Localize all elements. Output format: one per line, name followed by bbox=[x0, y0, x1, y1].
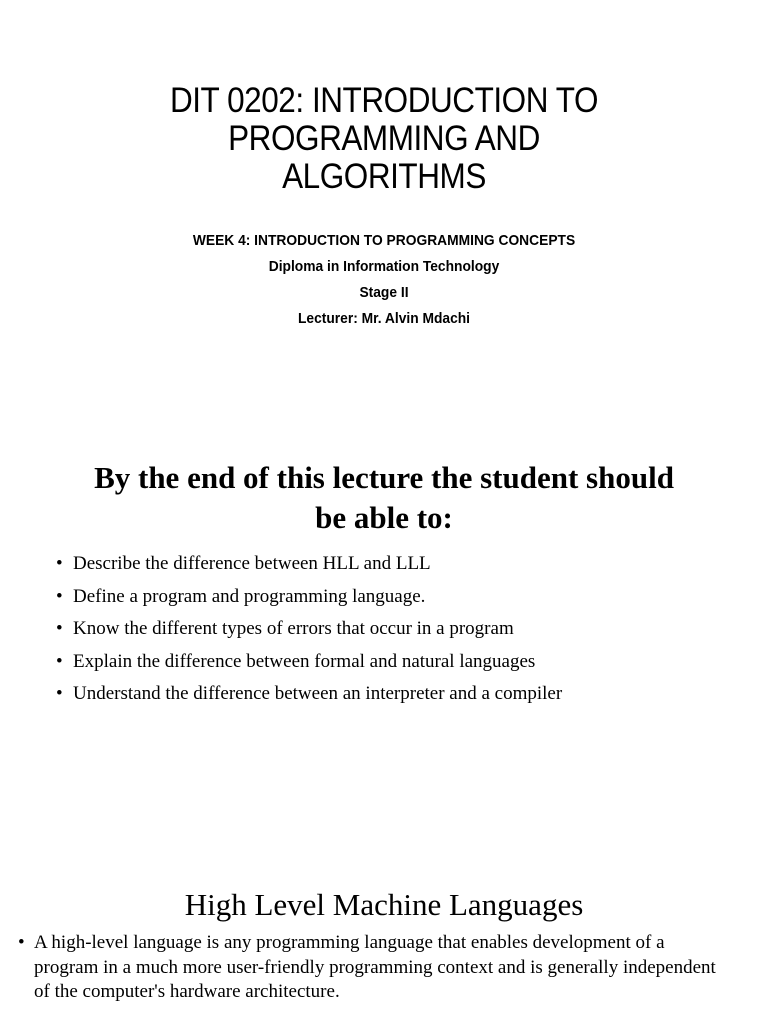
list-item bbox=[56, 581, 736, 614]
course-title-line: ALGORITHMS bbox=[282, 157, 486, 196]
title-slide bbox=[0, 0, 768, 340]
objectives-heading-line: By the end of this lecture the student should bbox=[94, 460, 674, 495]
objectives-list bbox=[56, 548, 736, 711]
objective-text: Describe the difference between HLL and LLL bbox=[73, 553, 431, 574]
course-title bbox=[92, 82, 675, 196]
bullet-icon: • bbox=[56, 553, 63, 574]
objective-text: Explain the difference between formal and natural languages bbox=[73, 650, 536, 672]
bullet-icon: • bbox=[56, 650, 63, 672]
bullet-icon: • bbox=[56, 683, 63, 704]
objective-text: Know the different types of errors that occur in a program bbox=[73, 618, 514, 639]
hll-slide bbox=[0, 860, 768, 1024]
program-label: Diploma in Information Technology bbox=[268, 258, 500, 275]
bullet-icon: • bbox=[56, 618, 63, 639]
bullet-icon: • bbox=[18, 932, 25, 953]
course-title-line: DIT 0202: INTRODUCTION TO bbox=[169, 81, 599, 120]
list-item bbox=[56, 548, 736, 581]
course-meta bbox=[86, 228, 682, 332]
objective-text: Define a program and programming language. bbox=[73, 585, 426, 607]
list-item bbox=[56, 678, 736, 711]
objectives-heading-line: be able to: bbox=[315, 500, 453, 535]
hll-paragraph bbox=[18, 931, 718, 1005]
objective-text: Understand the difference between an interpreter and a compiler bbox=[73, 683, 563, 704]
course-title-line: PROGRAMMING AND bbox=[228, 119, 540, 158]
stage-label: Stage II bbox=[359, 284, 409, 301]
bullet-icon: • bbox=[56, 585, 63, 607]
hll-heading: High Level Machine Languages bbox=[184, 887, 584, 922]
lecturer-label: Lecturer: Mr. Alvin Mdachi bbox=[297, 310, 471, 327]
objectives-slide bbox=[0, 340, 768, 860]
list-item bbox=[56, 646, 736, 679]
objectives-heading bbox=[40, 458, 728, 538]
list-item bbox=[56, 613, 736, 646]
week-label: WEEK 4: INTRODUCTION TO PROGRAMMING CONCEPTS bbox=[192, 232, 576, 249]
hll-paragraph-text: A high-level language is any programming language that enables development of a program in a much more user-friendly programming context and is generally independent of the computer's hardware architecture. bbox=[34, 932, 716, 1002]
